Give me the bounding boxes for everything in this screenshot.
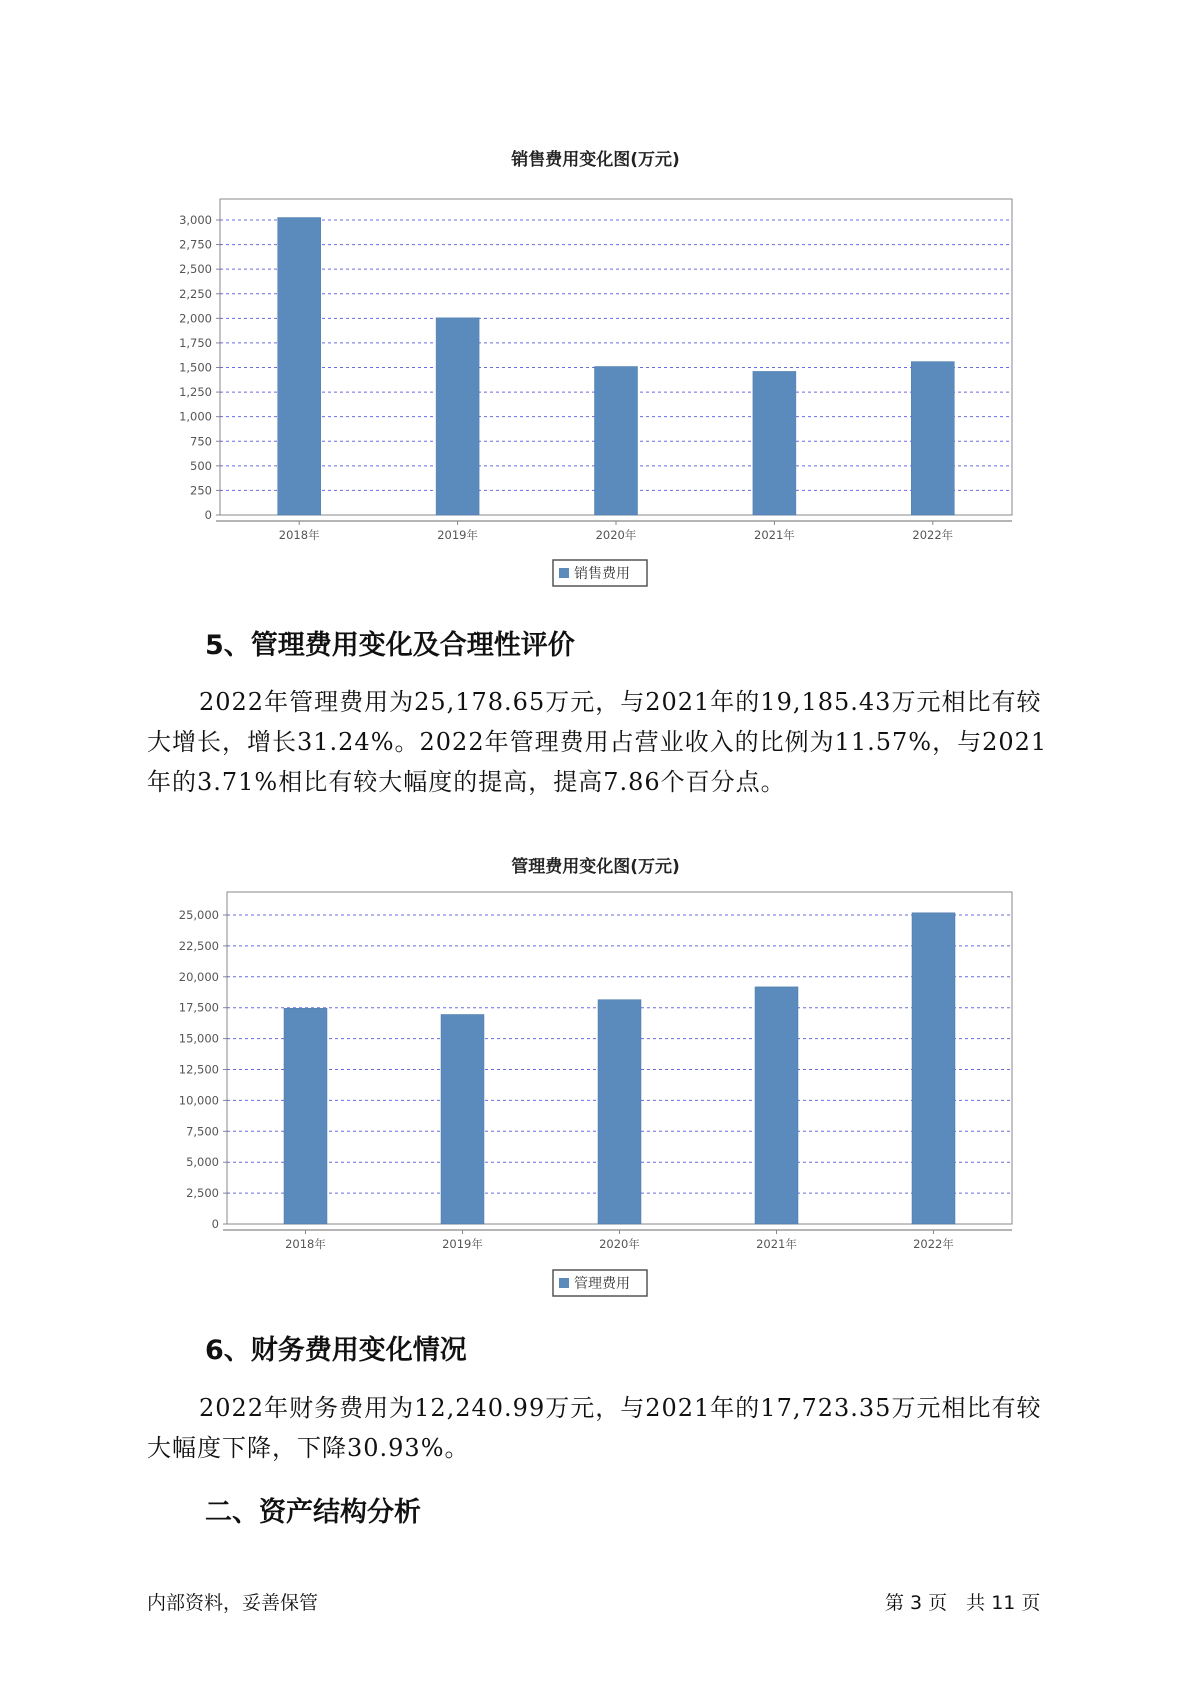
bar: [753, 371, 796, 515]
y-tick-label: 1,500: [179, 360, 212, 375]
x-tick-label: 2020年: [595, 528, 637, 542]
y-tick-label: 25,000: [178, 908, 219, 922]
bar: [911, 362, 954, 515]
section-5-paragraph: 2022年管理费用为25,178.65万元，与2021年的19,185.43万元相比有较大增长，增长31.24%。2022年管理费用占营业收入的比例为11.57%，与2021年的3.71%相比有较大幅度的提高，提高7.86个百分点。: [147, 688, 1048, 796]
y-tick-label: 0: [211, 1217, 219, 1231]
y-tick-label: 2,500: [179, 262, 212, 277]
chart-title-admin: 管理费用变化图(万元): [511, 857, 680, 877]
bar: [441, 1014, 484, 1224]
chart-title-sales: 销售费用变化图(万元): [511, 150, 680, 170]
y-tick-label: 17,500: [178, 1000, 219, 1015]
legend-label: 管理费用: [574, 1276, 630, 1292]
x-tick-label: 2021年: [754, 528, 795, 542]
bar: [755, 987, 798, 1224]
x-tick-label: 2021年: [756, 1237, 797, 1251]
y-tick-label: 22,500: [178, 938, 219, 953]
y-tick-label: 1,750: [179, 335, 212, 350]
bar: [436, 318, 479, 515]
bar: [598, 1000, 641, 1224]
section-two-heading: 二、资产结构分析: [205, 1497, 421, 1528]
y-tick-label: 3,000: [179, 213, 212, 227]
y-tick-label: 750: [190, 434, 212, 449]
bar: [595, 367, 638, 515]
y-tick-label: 2,750: [179, 237, 212, 252]
y-tick-label: 10,000: [178, 1093, 219, 1108]
y-tick-label: 2,000: [179, 311, 212, 326]
bar: [912, 913, 955, 1224]
x-tick-label: 2019年: [442, 1237, 483, 1251]
x-tick-label: 2018年: [278, 528, 320, 542]
footer-confidential-note: 内部资料，妥善保管: [147, 1592, 319, 1614]
y-tick-label: 0: [204, 508, 212, 522]
x-tick-label: 2022年: [913, 1237, 954, 1251]
admin-expense-chart: [0, 880, 1191, 1310]
x-tick-label: 2022年: [912, 528, 954, 542]
section-6-paragraph: 2022年财务费用为12,240.99万元，与2021年的17,723.35万元相比有较大幅度下降，下降30.93%。: [147, 1394, 1042, 1462]
section-6-heading: 6、财务费用变化情况: [205, 1335, 467, 1366]
y-tick-label: 1,000: [179, 409, 212, 424]
legend: [553, 1270, 647, 1296]
y-tick-label: 2,250: [179, 286, 212, 301]
bar: [284, 1008, 327, 1224]
y-tick-label: 7,500: [186, 1124, 219, 1139]
x-tick-label: 2018年: [285, 1237, 326, 1251]
legend-swatch: [559, 568, 569, 578]
legend-label: 销售费用: [574, 566, 630, 582]
footer-page-number: 第 3 页 共 11 页: [885, 1592, 1041, 1614]
y-tick-label: 250: [190, 483, 212, 498]
y-tick-label: 2,500: [186, 1186, 219, 1201]
y-tick-label: 15,000: [178, 1031, 219, 1046]
y-tick-label: 1,250: [179, 385, 212, 400]
legend: [553, 560, 647, 586]
y-tick-label: 12,500: [178, 1062, 219, 1077]
section-5-heading: 5、管理费用变化及合理性评价: [205, 630, 575, 661]
x-tick-label: 2019年: [437, 528, 478, 542]
bar: [278, 218, 321, 515]
sales-expense-chart: [0, 175, 1191, 595]
y-tick-label: 500: [190, 458, 212, 473]
y-tick-label: 20,000: [178, 969, 219, 984]
x-tick-label: 2020年: [599, 1237, 640, 1251]
y-tick-label: 5,000: [186, 1155, 219, 1170]
legend-swatch: [559, 1278, 569, 1288]
